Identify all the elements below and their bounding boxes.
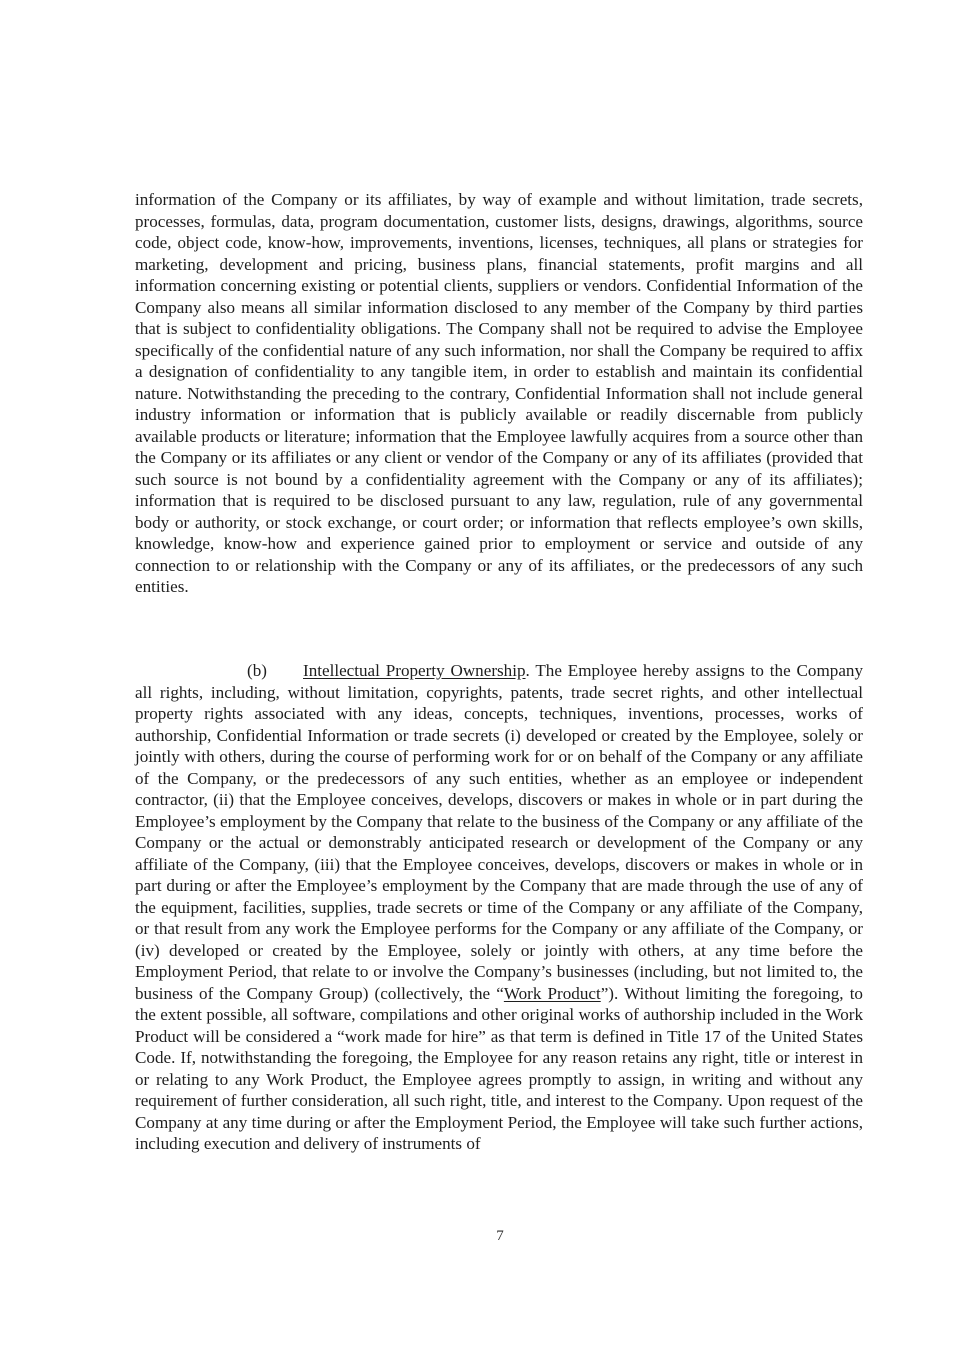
paragraph-intellectual-property-ownership	[135, 660, 863, 1155]
section-heading: Intellectual Property Ownership	[303, 661, 526, 680]
page-number: 7	[496, 1228, 504, 1244]
section-heading-suffix: .	[525, 661, 530, 680]
section-body-part-1: The Employee hereby assigns to the Company all rights, including, without limitation, copyrights, patents, trade secret rights, and other intellectual property rights associated with any ideas, concepts, techniques, inventions, processes, works of authorship, Confidential Information or trade secrets (i) developed or created by the Employee, solely or jointly with others, during the course of performing work for or on behalf of the Company or any affiliate of the Company, or the predecessors of any such entities, whether as an employee or independent contractor, (ii) that the Employee conceives, develops, discovers or makes in whole or in part during the Employee’s employment by the Company that relate to the business of the Company or any affiliate of the Company or the actual or demonstrably anticipated research or development of the Company or any affiliate of the Company, (iii) that the Employee conceives, develops, discovers or makes in whole or in part during or after the Employee’s employment by the Company that are made through the use of any of the equipment, facilities, supplies, trade secrets or time of the Company or any affiliate of the Company, or that result from any work the Employee performs for the Company or any affiliate of the Company, or (iv) developed or created by the Employee, solely or jointly with others, at any time before the Employment Period, that relate to or involve the Company’s businesses (including, but not limited to, the business of the Company Group) (collectively, the “	[135, 661, 864, 1003]
paragraph-confidential-information-continued: information of the Company or its affiliates, by way of example and without limitation, trade secrets, processes, formulas, data, program documentation, customer lists, designs, drawings, algorithms, source code, object code, know-how, improvements, inventions, licenses, techniques, all plans or strategies for marketing, development and pricing, business plans, financial statements, profit margins and all information concerning existing or potential clients, suppliers or vendors. Confidential Information of the Company also means all similar information disclosed to any member of the Company by third parties that is subject to confidentiality obligations. The Company shall not be required to advise the Employee specifically of the confidential nature of any such information, nor shall the Company be required to affix a designation of confidentiality to any tangible item, in order to establish and maintain its confidential nature. Notwithstanding the preceding to the contrary, Confidential Information shall not include general industry information or information that is publicly available or readily discernable from publicly available products or literature; information that the Employee lawfully acquires from a source other than the Company or its affiliates or any client or vendor of the Company or any of its affiliates (provided that such source is not bound by a confidentiality agreement with the Company or any of its affiliates); information that is required to be disclosed pursuant to any law, regulation, rule of any governmental body or authority, or stock exchange, or court order; or information that reflects employee’s own skills, knowledge, know-how and experience gained prior to employment or service and outside of any connection to or relationship with the Company or any of its affiliates, or the predecessors of any such entities.	[135, 190, 863, 596]
section-body-part-2: ”). Without limiting the foregoing, to the extent possible, all software, compilations and other original works of authorship included in the Work Product will be considered a “work made for hire” as that term is defined in Title 17 of the United States Code. If, notwithstanding the foregoing, the Employee for any reason retains any right, title or interest in or relating to any Work Product, the Employee agrees promptly to assign, in writing and without any requirement of further consideration, all such right, title, and interest to the Company. Upon request of the Company at any time during or after the Employment Period, the Employee will take such further actions, including execution and delivery of instruments of	[135, 983, 863, 1153]
defined-term-work-product: Work Product	[503, 983, 601, 1003]
section-label: (b)	[247, 661, 267, 680]
